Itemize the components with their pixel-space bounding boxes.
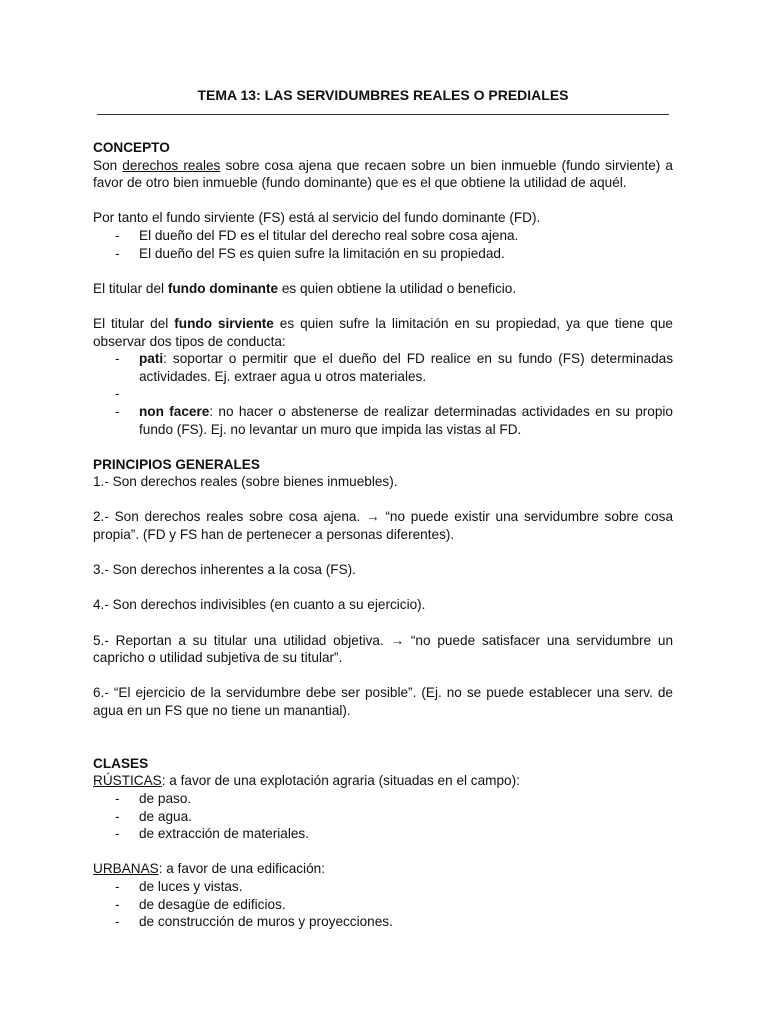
underlined-term: URBANAS <box>93 861 159 877</box>
concepto-paragraph-2: Por tanto el fundo sirviente (FS) está al servicio del fundo dominante (FD). <box>93 210 541 226</box>
principio-item: 6.- “El ejercicio de la servidumbre debe ser posible”. (Ej. no se puede establecer una serv. de agua en un FS que no tiene un manantial). <box>93 685 673 718</box>
concepto-paragraph-3: El titular del fundo dominante es quien obtiene la utilidad o beneficio. <box>93 280 517 296</box>
principio-item: 2.- Son derechos reales sobre cosa ajena. → “no puede existir una servidumbre sobre cosa propia”. (FD y FS han de pertenecer a personas diferentes). <box>93 509 673 543</box>
concepto-paragraph-4: El titular del fundo sirviente es quien sufre la limitación en su propiedad, ya que tiene que observar dos tipos de conducta: <box>93 315 673 349</box>
rusticas-paragraph: RÚSTICAS: a favor de una explotación agraria (situadas en el campo): <box>93 773 520 789</box>
concepto-paragraph-1: Son derechos reales sobre cosa ajena que recaen sobre un bien inmueble (fundo sirviente) a favor de otro bien inmueble (fundo dominante) que es el que obtiene la utilidad de aquél. <box>93 157 673 191</box>
list-item: - El dueño del FD es el titular del derecho real sobre cosa ajena. <box>93 227 673 245</box>
principio-item: 1.- Son derechos reales (sobre bienes inmuebles). <box>93 474 398 490</box>
section-heading-principios: PRINCIPIOS GENERALES <box>93 456 260 472</box>
underlined-term: derechos reales <box>122 157 221 173</box>
conducta-list <box>93 350 673 438</box>
list-item: - de agua. <box>93 808 673 826</box>
list-item: - de paso. <box>93 790 673 808</box>
list-item: - de construcción de muros y proyecciones. <box>93 913 673 931</box>
list-item: - pati: soportar o permitir que el dueño del FD realice en su fundo (FS) determinadas actividades. Ej. extraer agua u otros materiales. <box>93 350 673 385</box>
title-divider <box>97 114 669 115</box>
principio-item: 4.- Son derechos indivisibles (en cuanto a su ejercicio). <box>93 597 426 613</box>
urbanas-paragraph: URBANAS: a favor de una edificación: <box>93 861 325 877</box>
list-item: - de luces y vistas. <box>93 878 673 896</box>
document-title: TEMA 13: LAS SERVIDUMBRES REALES O PREDIALES <box>197 87 569 103</box>
rusticas-list <box>93 790 673 843</box>
list-item: - non facere: no hacer o abstenerse de realizar determinadas actividades en su propio fundo (FS). Ej. no levantar un muro que impida las vistas al FD. <box>93 403 673 438</box>
bold-term: fundo dominante <box>167 280 279 296</box>
underlined-term: RÚSTICAS <box>93 773 162 789</box>
section-heading-concepto: CONCEPTO <box>93 140 170 155</box>
list-item: - de desagüe de edificios. <box>93 896 673 914</box>
principio-item: 5.- Reportan a su titular una utilidad objetiva. → “no puede satisfacer una servidumbre un capricho o utilidad subjetiva de su titular”. <box>93 632 673 666</box>
section-heading-clases: CLASES <box>93 755 149 771</box>
document-body <box>93 86 673 931</box>
duenos-list <box>93 227 673 262</box>
principio-item: 3.- Son derechos inherentes a la cosa (FS). <box>93 562 356 578</box>
urbanas-list <box>93 878 673 931</box>
bold-term: fundo sirviente <box>174 315 274 331</box>
list-item: - de extracción de materiales. <box>93 825 673 843</box>
list-item: - El dueño del FS es quien sufre la limitación en su propiedad. <box>93 245 673 263</box>
